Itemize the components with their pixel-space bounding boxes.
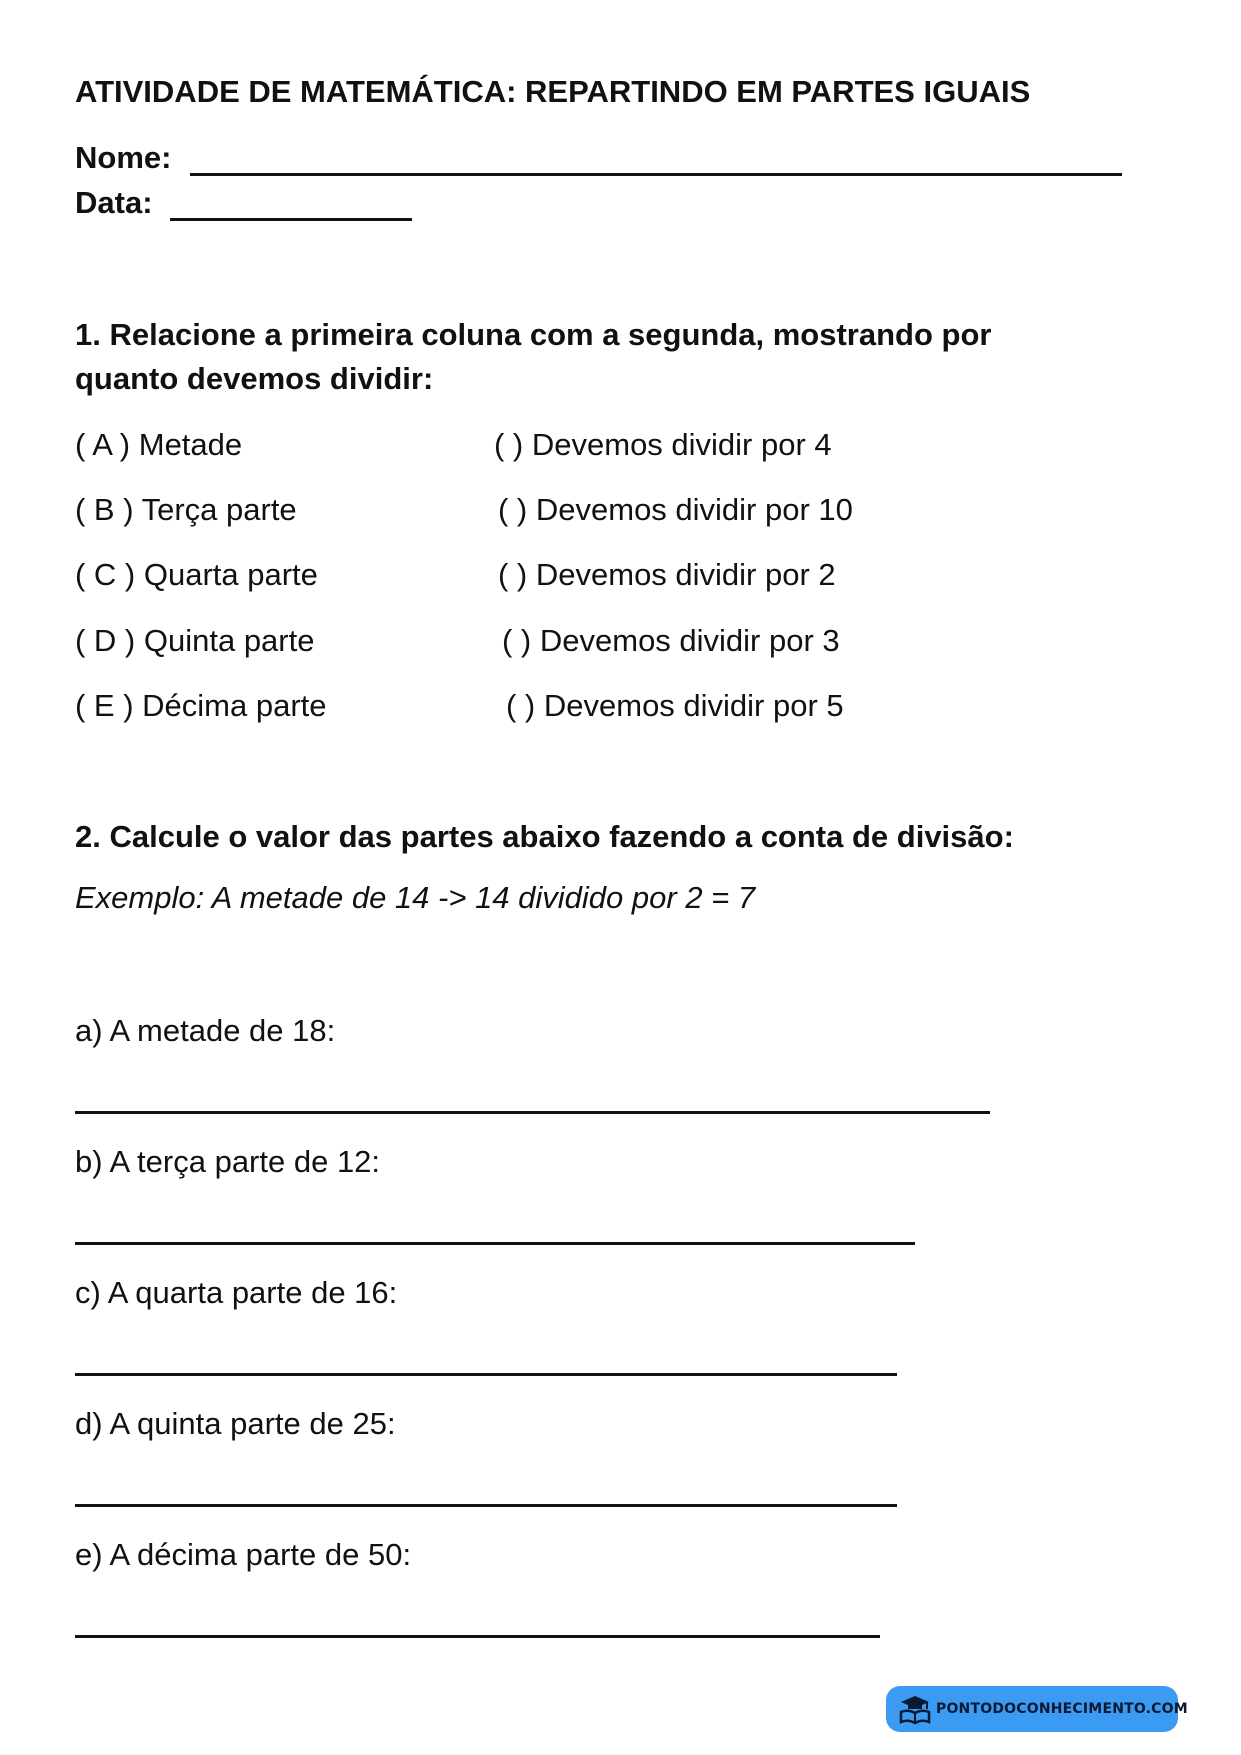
q2-answer-line-e[interactable]: [75, 1635, 880, 1638]
question-1-heading-line2: quanto devemos dividir:: [75, 361, 434, 396]
page-title: ATIVIDADE DE MATEMÁTICA: REPARTINDO EM PARTES IGUAIS: [75, 74, 1031, 109]
date-label: Data:: [75, 185, 153, 220]
q1-left-item-b: ( B ) Terça parte: [75, 492, 297, 527]
q2-item-a: a) A metade de 18:: [75, 1013, 336, 1048]
q2-item-e: e) A décima parte de 50:: [75, 1537, 412, 1572]
question-2-example: Exemplo: A metade de 14 -> 14 dividido por 2 = 7: [75, 880, 756, 915]
q1-left-item-a: ( A ) Metade: [75, 427, 243, 462]
q1-right-item-4[interactable]: ( ) Devemos dividir por 3: [502, 623, 840, 658]
q2-answer-line-b[interactable]: [75, 1242, 915, 1245]
q1-right-item-5[interactable]: ( ) Devemos dividir por 5: [506, 688, 844, 723]
q2-answer-line-c[interactable]: [75, 1373, 897, 1376]
q2-item-b: b) A terça parte de 12:: [75, 1144, 381, 1179]
q2-item-c: c) A quarta parte de 16:: [75, 1275, 398, 1310]
q1-left-item-c: ( C ) Quarta parte: [75, 557, 318, 592]
date-answer-line[interactable]: [170, 218, 412, 221]
q1-left-item-d: ( D ) Quinta parte: [75, 623, 315, 658]
site-badge[interactable]: [886, 1686, 1188, 1732]
question-1-heading-line1: 1. Relacione a primeira coluna com a segunda, mostrando por: [75, 317, 992, 352]
name-label: Nome:: [75, 140, 172, 175]
q1-left-item-e: ( E ) Décima parte: [75, 688, 327, 723]
name-answer-line[interactable]: [190, 173, 1122, 176]
q1-right-item-3[interactable]: ( ) Devemos dividir por 2: [498, 557, 836, 592]
q1-right-item-1[interactable]: ( ) Devemos dividir por 4: [494, 427, 832, 462]
question-2-heading: 2. Calcule o valor das partes abaixo fazendo a conta de divisão:: [75, 819, 1014, 854]
q1-right-item-2[interactable]: ( ) Devemos dividir por 10: [498, 492, 853, 527]
q2-answer-line-a[interactable]: [75, 1111, 990, 1114]
q2-answer-line-d[interactable]: [75, 1504, 897, 1507]
graduation-book-icon: [898, 1693, 932, 1725]
q2-item-d: d) A quinta parte de 25:: [75, 1406, 396, 1441]
badge-text: PONTODOCONHECIMENTO.COM: [936, 1701, 1188, 1717]
